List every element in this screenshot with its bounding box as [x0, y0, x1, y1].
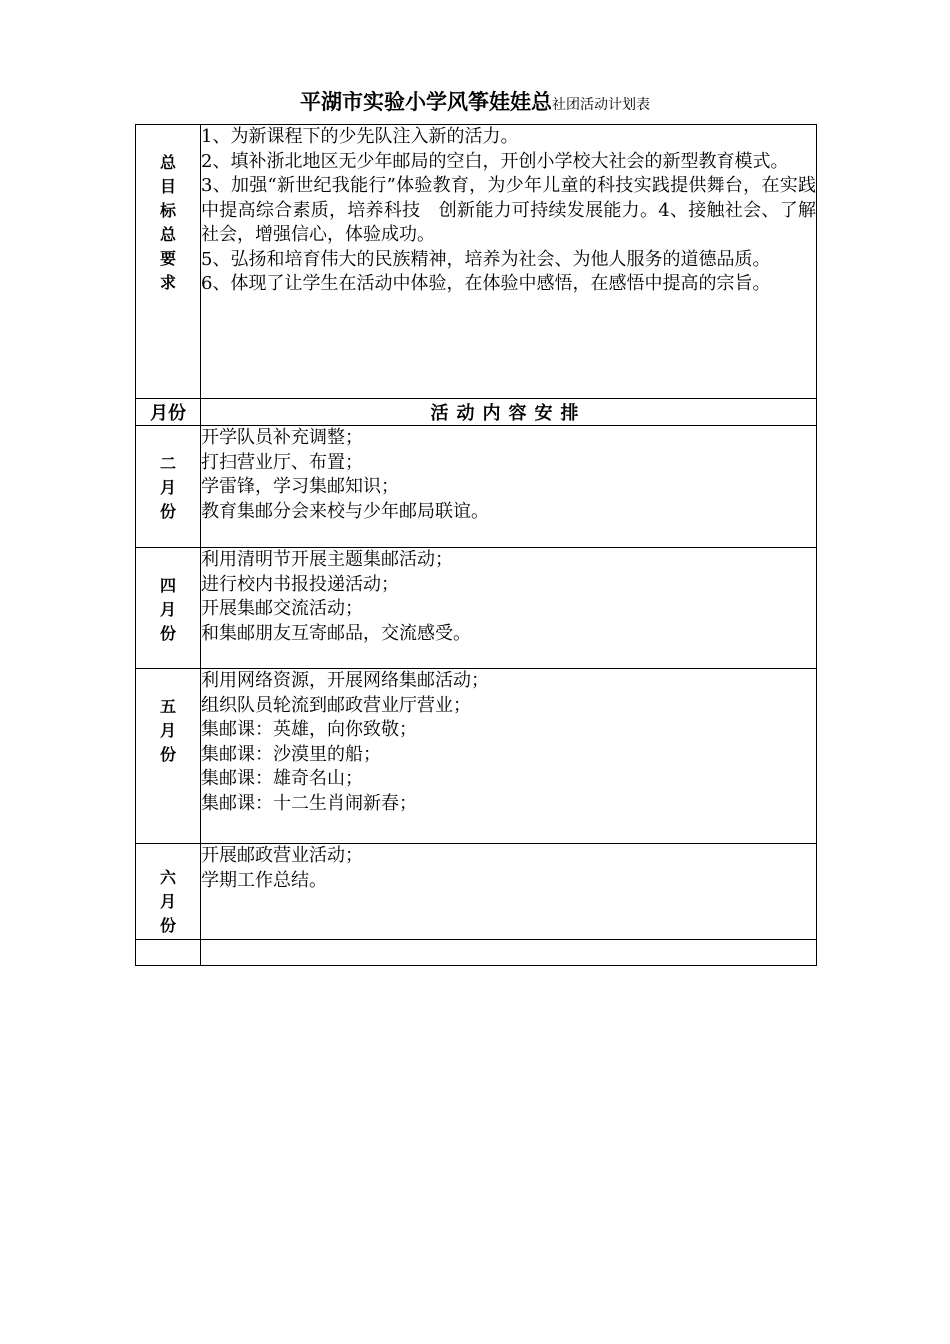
- goals-row: [136, 125, 817, 399]
- activity-item: 集邮课：英雄，向你致敬；: [201, 719, 417, 740]
- activity-item: 开展集邮交流活动；: [201, 598, 363, 619]
- goal-item: 6、体现了让学生在活动中体验，在体验中感悟，在感悟中提高的宗旨。: [201, 273, 771, 294]
- month-content-may: [201, 669, 817, 844]
- month-label-char: 份: [159, 624, 176, 643]
- month-label-jun: [136, 844, 201, 940]
- month-label-char: 份: [159, 916, 176, 935]
- activity-item: 利用清明节开展主题集邮活动；: [201, 549, 453, 570]
- activity-item: 学雷锋，学习集邮知识；: [201, 476, 399, 497]
- goals-label-char: 要: [159, 249, 176, 268]
- activity-item: 打扫营业厅、布置；: [201, 451, 363, 473]
- activity-item: 利用网络资源，开展网络集邮活动；: [201, 670, 489, 691]
- activity-item: 开展邮政营业活动；: [201, 845, 363, 866]
- month-row-jun: [136, 844, 817, 940]
- activity-item: 开学队员补充调整；: [201, 427, 363, 448]
- header-content: 活动内容安排: [201, 399, 817, 426]
- empty-cell-left: [136, 940, 201, 966]
- empty-row: [136, 940, 817, 966]
- title-suffix: 社团活动计划表: [552, 97, 650, 113]
- goals-label: [136, 125, 201, 399]
- goals-content: [201, 125, 817, 399]
- page-title: [0, 86, 950, 116]
- goal-item: 5、弘扬和培育伟大的民族精神，培养为社会、为他人服务的道德品质。: [201, 248, 771, 270]
- activity-item: 教育集邮分会来校与少年邮局联谊。: [201, 500, 489, 522]
- goals-label-char: 目: [159, 177, 176, 196]
- month-label-char: 月: [159, 721, 176, 740]
- goals-label-char: 总: [159, 225, 176, 244]
- empty-cell-right: [201, 940, 817, 966]
- activity-item: 集邮课：沙漠里的船；: [201, 743, 381, 765]
- goal-item: 1、为新课程下的少先队注入新的活力。: [201, 126, 519, 147]
- month-label-char: 五: [159, 697, 176, 716]
- month-label-apr: [136, 548, 201, 669]
- month-row-apr: [136, 548, 817, 669]
- activity-item: 进行校内书报投递活动；: [201, 573, 399, 595]
- month-content-feb: [201, 426, 817, 548]
- month-row-may: [136, 669, 817, 844]
- activity-item: 组织队员轮流到邮政营业厅营业；: [201, 694, 471, 716]
- month-label-char: 二: [159, 454, 176, 473]
- goal-item: 3、加强“新世纪我能行”体验教育，为少年儿童的科技实践提供舞台，在实践中提高综合素质，培养科技 创新能力可持续发展能力。4、接触社会、了解社会，增强信心，体验成功。: [201, 175, 816, 245]
- activity-item: 集邮课：雄奇名山；: [201, 768, 363, 789]
- header-row: [136, 399, 817, 426]
- month-label-char: 份: [159, 502, 176, 521]
- activity-item: 和集邮朋友互寄邮品，交流感受。: [201, 622, 471, 644]
- month-row-feb: [136, 426, 817, 548]
- month-label-char: 六: [159, 868, 176, 887]
- month-label-char: 月: [159, 478, 176, 497]
- month-label-may: [136, 669, 201, 844]
- month-label-char: 份: [159, 745, 176, 764]
- month-content-jun: [201, 844, 817, 940]
- goals-label-char: 标: [159, 201, 176, 220]
- month-label-char: 月: [159, 892, 176, 911]
- month-label-char: 月: [159, 600, 176, 619]
- activity-item: 集邮课：十二生肖闹新春；: [201, 792, 417, 814]
- month-label-char: 四: [159, 576, 176, 595]
- month-label-feb: [136, 426, 201, 548]
- goal-item: 2、填补浙北地区无少年邮局的空白，开创小学校大社会的新型教育模式。: [201, 150, 789, 172]
- header-month: 月份: [136, 399, 201, 426]
- activity-item: 学期工作总结。: [201, 869, 327, 891]
- month-content-apr: [201, 548, 817, 669]
- goals-label-char: 总: [159, 153, 176, 172]
- plan-table: [135, 124, 817, 966]
- title-main: 平湖市实验小学风筝娃娃总: [300, 90, 552, 114]
- goals-label-char: 求: [159, 273, 176, 292]
